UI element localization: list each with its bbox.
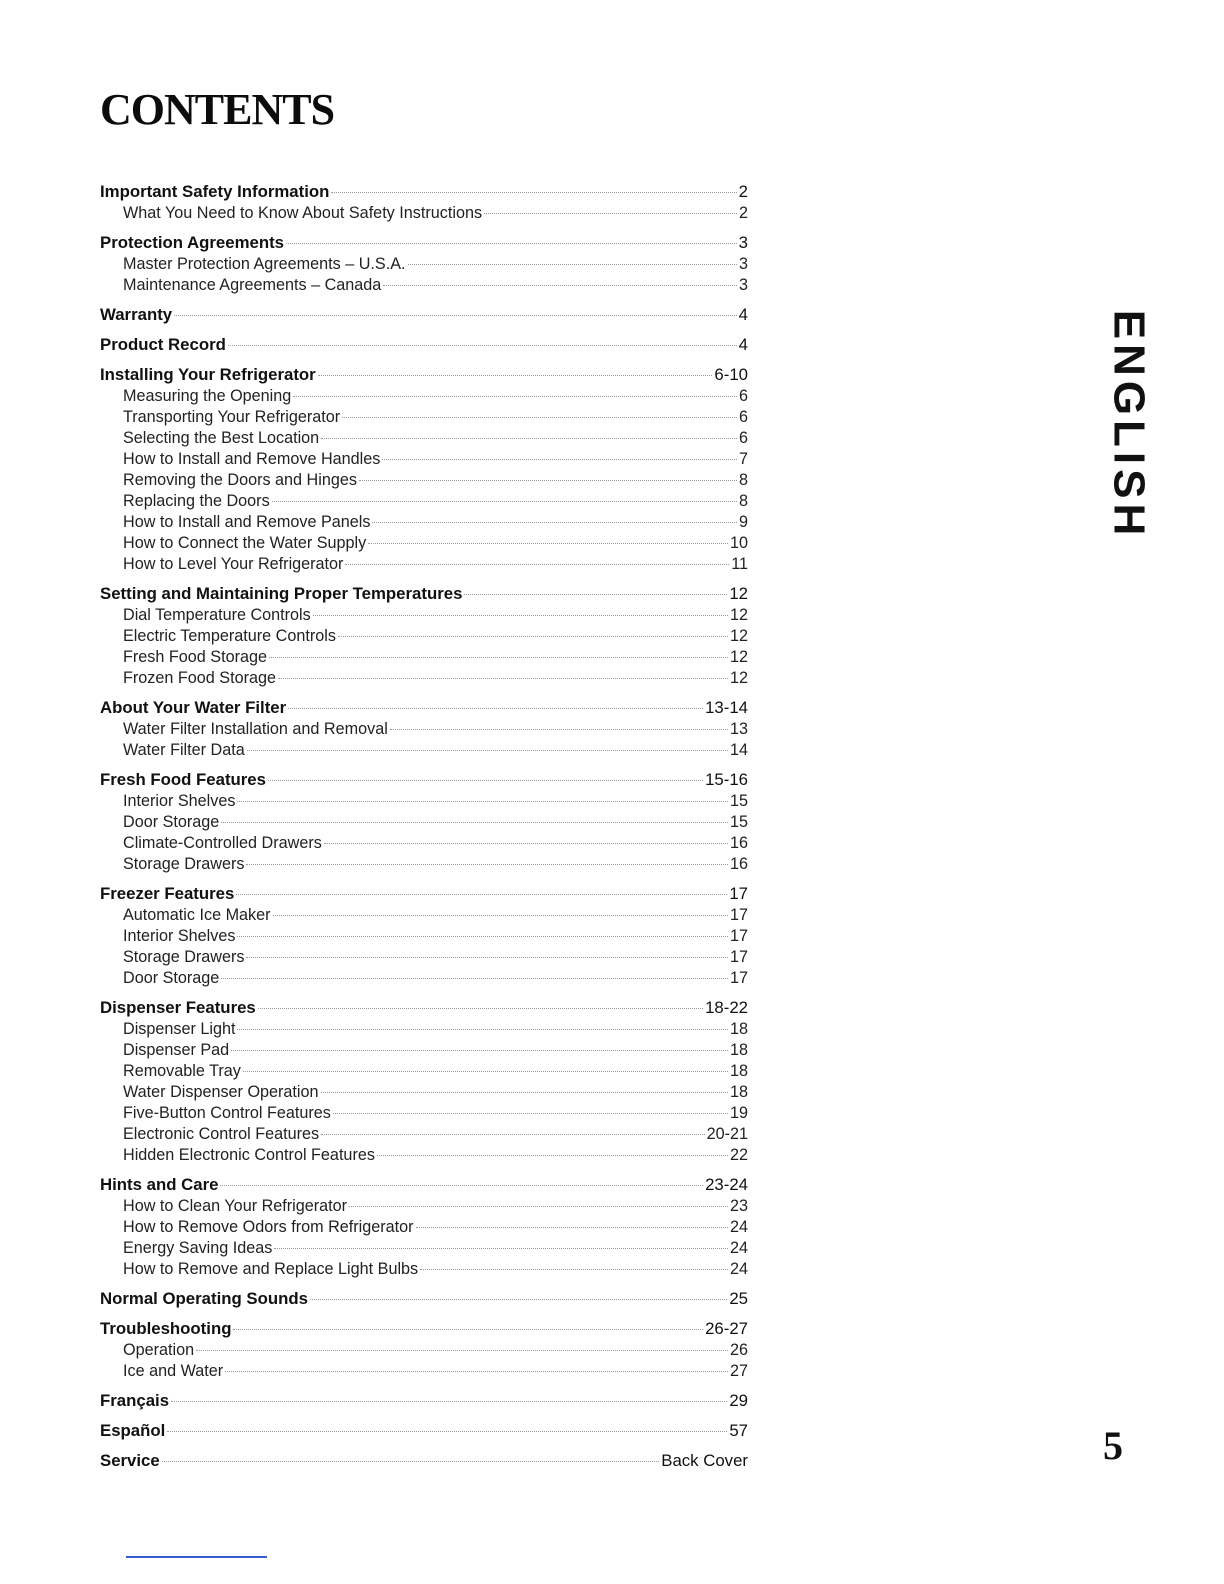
toc-subentry[interactable] bbox=[100, 1040, 748, 1061]
dot-leader bbox=[420, 1269, 728, 1270]
toc-subentry-label: Water Dispenser Operation bbox=[123, 1083, 319, 1101]
toc-entry-page: 13-14 bbox=[705, 698, 748, 717]
toc-subentry[interactable] bbox=[100, 1103, 748, 1124]
toc-subentry[interactable] bbox=[100, 833, 748, 854]
toc-subentry-page: 12 bbox=[729, 669, 748, 687]
toc-subentry-page: 14 bbox=[729, 741, 748, 759]
dot-leader bbox=[225, 1371, 728, 1372]
toc-entry-page: 4 bbox=[738, 335, 748, 354]
toc-subentry-page: 24 bbox=[729, 1239, 748, 1257]
page-number: 5 bbox=[1103, 1423, 1123, 1468]
toc-entry-label: Protection Agreements bbox=[100, 233, 285, 252]
dot-leader bbox=[278, 678, 728, 679]
toc-subentry-label: Ice and Water bbox=[123, 1362, 224, 1380]
toc-subentry[interactable] bbox=[100, 1082, 748, 1103]
dot-leader bbox=[464, 594, 727, 595]
toc-section bbox=[100, 1389, 748, 1412]
toc-entry[interactable] bbox=[100, 333, 748, 356]
dot-leader bbox=[321, 1134, 704, 1135]
dot-leader bbox=[345, 564, 729, 565]
dot-leader bbox=[246, 864, 728, 865]
toc-subentry[interactable] bbox=[100, 926, 748, 947]
toc-subentry-label: Fresh Food Storage bbox=[123, 648, 267, 666]
toc-subentry-label: Removable Tray bbox=[123, 1062, 241, 1080]
toc-subentry-page: 26 bbox=[729, 1341, 748, 1359]
toc-section bbox=[100, 1419, 748, 1442]
dot-leader bbox=[383, 285, 737, 286]
dot-leader bbox=[288, 708, 703, 709]
toc-subentry[interactable] bbox=[100, 491, 748, 512]
toc-subentry-page: 8 bbox=[738, 492, 748, 510]
toc-entry[interactable] bbox=[100, 1173, 748, 1196]
dot-leader bbox=[368, 543, 728, 544]
dot-leader bbox=[293, 396, 737, 397]
dot-leader bbox=[377, 1155, 728, 1156]
toc-subentry[interactable] bbox=[100, 533, 748, 554]
toc-entry-label: About Your Water Filter bbox=[100, 698, 287, 717]
dot-leader bbox=[243, 1071, 728, 1072]
dot-leader bbox=[286, 243, 737, 244]
toc-subentry-page: 6 bbox=[738, 429, 748, 447]
toc-subentry-page: 12 bbox=[729, 648, 748, 666]
dot-leader bbox=[233, 1329, 703, 1330]
toc-entry-page: 26-27 bbox=[705, 1319, 748, 1338]
language-tab-label: ENGLISH bbox=[1104, 309, 1154, 541]
toc-entry-label: Dispenser Features bbox=[100, 998, 256, 1017]
dot-leader bbox=[318, 375, 713, 376]
dot-leader bbox=[324, 843, 728, 844]
toc-subentry-label: Automatic Ice Maker bbox=[123, 906, 271, 924]
toc-subentry[interactable] bbox=[100, 1145, 748, 1166]
toc-subentry-page: 17 bbox=[729, 906, 748, 924]
toc-entry-page: 17 bbox=[729, 884, 748, 903]
toc-subentry-label: Removing the Doors and Hinges bbox=[123, 471, 357, 489]
toc-section bbox=[100, 180, 748, 224]
dot-leader bbox=[174, 315, 737, 316]
toc-entry-label: Freezer Features bbox=[100, 884, 235, 903]
toc-subentry-label: Maintenance Agreements – Canada bbox=[123, 276, 382, 294]
dot-leader bbox=[221, 978, 728, 979]
toc-subentry-label: Interior Shelves bbox=[123, 792, 236, 810]
dot-leader bbox=[196, 1350, 728, 1351]
toc-subentry-page: 7 bbox=[738, 450, 748, 468]
toc-subentry-label: How to Install and Remove Panels bbox=[123, 513, 371, 531]
dot-leader bbox=[272, 501, 737, 502]
dot-leader bbox=[321, 1092, 728, 1093]
toc-subentry[interactable] bbox=[100, 386, 748, 407]
dot-leader bbox=[273, 915, 728, 916]
toc-entry[interactable] bbox=[100, 180, 748, 203]
toc-subentry-page: 16 bbox=[729, 834, 748, 852]
toc-subentry-label: Electronic Control Features bbox=[123, 1125, 320, 1143]
dot-leader bbox=[237, 801, 728, 802]
toc-entry-label: Warranty bbox=[100, 305, 173, 324]
toc-subentry-page: 6 bbox=[738, 387, 748, 405]
toc-subentry-label: Frozen Food Storage bbox=[123, 669, 276, 687]
toc-subentry-label: Hidden Electronic Control Features bbox=[123, 1146, 375, 1164]
toc-subentry-page: 17 bbox=[729, 927, 748, 945]
toc-entry-page: 25 bbox=[729, 1289, 748, 1308]
toc-subentry-page: 27 bbox=[729, 1362, 748, 1380]
toc-subentry-label: How to Connect the Water Supply bbox=[123, 534, 367, 552]
toc-subentry-page: 13 bbox=[729, 720, 748, 738]
toc-entry[interactable] bbox=[100, 303, 748, 326]
toc-subentry-label: Storage Drawers bbox=[123, 948, 245, 966]
toc-entry[interactable] bbox=[100, 582, 748, 605]
toc-subentry-page: 12 bbox=[729, 606, 748, 624]
dot-leader bbox=[321, 438, 737, 439]
toc-subentry-label: Selecting the Best Location bbox=[123, 429, 320, 447]
toc-subentry-page: 17 bbox=[729, 969, 748, 987]
toc-entry-page: Back Cover bbox=[661, 1451, 748, 1470]
toc-subentry-page: 20-21 bbox=[706, 1125, 748, 1143]
toc-subentry[interactable] bbox=[100, 668, 748, 689]
dot-leader bbox=[228, 345, 737, 346]
toc-subentry-page: 18 bbox=[729, 1041, 748, 1059]
toc-section bbox=[100, 996, 748, 1166]
toc-subentry-page: 15 bbox=[729, 792, 748, 810]
toc-subentry[interactable] bbox=[100, 1340, 748, 1361]
toc-section bbox=[100, 768, 748, 875]
toc-subentry-label: How to Remove and Replace Light Bulbs bbox=[123, 1260, 419, 1278]
dot-leader bbox=[274, 1248, 728, 1249]
toc-section bbox=[100, 231, 748, 296]
toc-section bbox=[100, 696, 748, 761]
toc-subentry-label: What You Need to Know About Safety Instructions bbox=[123, 204, 483, 222]
dot-leader bbox=[342, 417, 737, 418]
dot-leader bbox=[237, 1029, 728, 1030]
toc-section bbox=[100, 1449, 748, 1472]
toc-subentry[interactable] bbox=[100, 554, 748, 575]
toc-entry-page: 2 bbox=[738, 182, 748, 201]
toc-subentry[interactable] bbox=[100, 1217, 748, 1238]
toc-entry-label: Troubleshooting bbox=[100, 1319, 232, 1338]
toc-subentry-label: How to Clean Your Refrigerator bbox=[123, 1197, 348, 1215]
toc-subentry-page: 24 bbox=[729, 1260, 748, 1278]
toc-subentry-page: 18 bbox=[729, 1020, 748, 1038]
toc-entry-page: 29 bbox=[729, 1391, 748, 1410]
toc-subentry-page: 10 bbox=[729, 534, 748, 552]
toc-entry-page: 15-16 bbox=[705, 770, 748, 789]
toc-section bbox=[100, 882, 748, 989]
toc-entry[interactable] bbox=[100, 696, 748, 719]
toc-subentry-label: Operation bbox=[123, 1341, 195, 1359]
toc-subentry-page: 23 bbox=[729, 1197, 748, 1215]
toc-subentry-page: 3 bbox=[738, 255, 748, 273]
toc-subentry[interactable] bbox=[100, 968, 748, 989]
dot-leader bbox=[236, 894, 727, 895]
toc-subentry[interactable] bbox=[100, 1196, 748, 1217]
toc-subentry-label: Water Filter Installation and Removal bbox=[123, 720, 388, 738]
toc-subentry-page: 2 bbox=[738, 204, 748, 222]
toc-subentry-label: Electric Temperature Controls bbox=[123, 627, 336, 645]
toc-subentry-label: Dispenser Pad bbox=[123, 1041, 230, 1059]
toc-entry[interactable] bbox=[100, 1389, 748, 1412]
toc-entry-label: Español bbox=[100, 1421, 166, 1440]
dot-leader bbox=[382, 459, 737, 460]
dot-leader bbox=[162, 1461, 660, 1462]
toc-subentry-page: 22 bbox=[729, 1146, 748, 1164]
page-title: CONTENTS bbox=[100, 85, 335, 134]
toc-subentry-label: Replacing the Doors bbox=[123, 492, 270, 510]
dot-leader bbox=[269, 657, 728, 658]
toc-subentry-page: 9 bbox=[738, 513, 748, 531]
toc-entry[interactable] bbox=[100, 1449, 748, 1472]
toc-subentry-label: Measuring the Opening bbox=[123, 387, 292, 405]
toc-entry-page: 6-10 bbox=[714, 365, 748, 384]
dot-leader bbox=[221, 822, 728, 823]
toc-subentry-page: 18 bbox=[729, 1062, 748, 1080]
toc-subentry[interactable] bbox=[100, 203, 748, 224]
dot-leader bbox=[268, 780, 703, 781]
dot-leader bbox=[331, 192, 736, 193]
toc-subentry[interactable] bbox=[100, 275, 748, 296]
toc-entry[interactable] bbox=[100, 363, 748, 386]
toc-entry-label: Fresh Food Features bbox=[100, 770, 266, 789]
toc-subentry-page: 12 bbox=[729, 627, 748, 645]
toc-subentry-label: Dispenser Light bbox=[123, 1020, 236, 1038]
toc-subentry[interactable] bbox=[100, 254, 748, 275]
toc-subentry-label: How to Remove Odors from Refrigerator bbox=[123, 1218, 414, 1236]
toc-entry-label: Service bbox=[100, 1451, 160, 1470]
dot-leader bbox=[171, 1401, 727, 1402]
toc-subentry-page: 15 bbox=[729, 813, 748, 831]
toc-entry[interactable] bbox=[100, 996, 748, 1019]
toc-entry-label: Français bbox=[100, 1391, 170, 1410]
toc-subentry[interactable] bbox=[100, 1259, 748, 1280]
toc-subentry[interactable] bbox=[100, 428, 748, 449]
dot-leader bbox=[237, 936, 728, 937]
dot-leader bbox=[372, 522, 737, 523]
toc-entry-page: 57 bbox=[729, 1421, 748, 1440]
language-tab bbox=[1103, 309, 1154, 541]
toc-subentry-page: 18 bbox=[729, 1083, 748, 1101]
toc-subentry-page: 11 bbox=[731, 555, 748, 573]
dot-leader bbox=[349, 1206, 728, 1207]
toc-entry-label: Installing Your Refrigerator bbox=[100, 365, 316, 384]
toc-subentry[interactable] bbox=[100, 647, 748, 668]
toc-subentry-page: 24 bbox=[729, 1218, 748, 1236]
toc-subentry[interactable] bbox=[100, 1361, 748, 1382]
toc-section bbox=[100, 363, 748, 575]
toc-subentry[interactable] bbox=[100, 1061, 748, 1082]
toc-subentry-label: Storage Drawers bbox=[123, 855, 245, 873]
toc-entry[interactable] bbox=[100, 1317, 748, 1340]
toc-subentry-label: How to Level Your Refrigerator bbox=[123, 555, 344, 573]
dot-leader bbox=[247, 750, 728, 751]
toc-subentry[interactable] bbox=[100, 791, 748, 812]
toc-section bbox=[100, 1173, 748, 1280]
toc-subentry-label: Transporting Your Refrigerator bbox=[123, 408, 341, 426]
toc-subentry[interactable] bbox=[100, 407, 748, 428]
toc-subentry[interactable] bbox=[100, 947, 748, 968]
toc-section bbox=[100, 303, 748, 326]
toc-entry-page: 3 bbox=[738, 233, 748, 252]
toc-subentry[interactable] bbox=[100, 905, 748, 926]
toc-subentry-label: How to Install and Remove Handles bbox=[123, 450, 381, 468]
toc-entry[interactable] bbox=[100, 231, 748, 254]
toc-entry-page: 23-24 bbox=[705, 1175, 748, 1194]
dot-leader bbox=[167, 1431, 727, 1432]
toc-subentry[interactable] bbox=[100, 1124, 748, 1145]
toc-subentry[interactable] bbox=[100, 740, 748, 761]
toc-entry[interactable] bbox=[100, 1419, 748, 1442]
dot-leader bbox=[310, 1299, 727, 1300]
toc-entry-label: Setting and Maintaining Proper Temperatures bbox=[100, 584, 463, 603]
toc-subentry[interactable] bbox=[100, 854, 748, 875]
toc-subentry-label: Five-Button Control Features bbox=[123, 1104, 331, 1122]
toc-entry-page: 4 bbox=[738, 305, 748, 324]
toc-subentry[interactable] bbox=[100, 1019, 748, 1040]
dot-leader bbox=[258, 1008, 703, 1009]
toc-subentry-page: 6 bbox=[738, 408, 748, 426]
toc-subentry-page: 17 bbox=[729, 948, 748, 966]
dot-leader bbox=[220, 1185, 703, 1186]
toc-section bbox=[100, 1287, 748, 1310]
dot-leader bbox=[313, 615, 728, 616]
toc-entry-page: 12 bbox=[729, 584, 748, 603]
toc-subentry-page: 19 bbox=[729, 1104, 748, 1122]
toc-subentry-label: Energy Saving Ideas bbox=[123, 1239, 273, 1257]
toc-subentry[interactable] bbox=[100, 512, 748, 533]
table-of-contents bbox=[100, 180, 748, 1479]
toc-entry-label: Hints and Care bbox=[100, 1175, 219, 1194]
toc-entry-label: Product Record bbox=[100, 335, 226, 354]
footer-rule bbox=[126, 1556, 267, 1558]
toc-subentry-page: 8 bbox=[738, 471, 748, 489]
toc-subentry-label: Door Storage bbox=[123, 969, 220, 987]
dot-leader bbox=[246, 957, 728, 958]
dot-leader bbox=[484, 213, 737, 214]
toc-section bbox=[100, 333, 748, 356]
dot-leader bbox=[408, 264, 737, 265]
dot-leader bbox=[390, 729, 728, 730]
toc-subentry-label: Door Storage bbox=[123, 813, 220, 831]
toc-entry-label: Normal Operating Sounds bbox=[100, 1289, 308, 1308]
toc-subentry-label: Dial Temperature Controls bbox=[123, 606, 311, 624]
toc-entry[interactable] bbox=[100, 768, 748, 791]
toc-subentry[interactable] bbox=[100, 470, 748, 491]
dot-leader bbox=[338, 636, 728, 637]
dot-leader bbox=[359, 480, 737, 481]
dot-leader bbox=[231, 1050, 728, 1051]
toc-subentry-label: Water Filter Data bbox=[123, 741, 245, 759]
toc-section bbox=[100, 582, 748, 689]
dot-leader bbox=[416, 1227, 728, 1228]
toc-subentry[interactable] bbox=[100, 1238, 748, 1259]
toc-subentry-page: 16 bbox=[729, 855, 748, 873]
toc-subentry-label: Climate-Controlled Drawers bbox=[123, 834, 322, 852]
toc-subentry-label: Master Protection Agreements – U.S.A. bbox=[123, 255, 406, 273]
dot-leader bbox=[333, 1113, 728, 1114]
toc-section bbox=[100, 1317, 748, 1382]
toc-subentry-page: 3 bbox=[738, 276, 748, 294]
toc-entry[interactable] bbox=[100, 882, 748, 905]
toc-subentry[interactable] bbox=[100, 605, 748, 626]
toc-entry-label: Important Safety Information bbox=[100, 182, 330, 201]
toc-subentry[interactable] bbox=[100, 719, 748, 740]
toc-entry-page: 18-22 bbox=[705, 998, 748, 1017]
toc-subentry[interactable] bbox=[100, 449, 748, 470]
toc-subentry[interactable] bbox=[100, 812, 748, 833]
toc-subentry[interactable] bbox=[100, 626, 748, 647]
toc-entry[interactable] bbox=[100, 1287, 748, 1310]
toc-subentry-label: Interior Shelves bbox=[123, 927, 236, 945]
